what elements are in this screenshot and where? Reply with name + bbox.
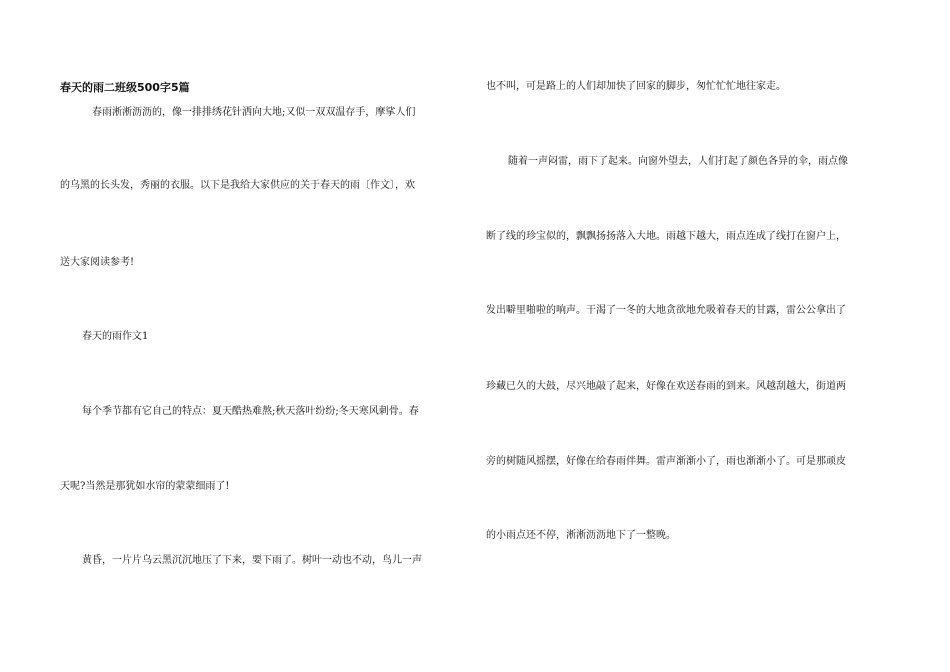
right-line-6: 旁的树随风摇摆，好像在给春雨伴舞。雷声渐渐小了，雨也渐渐小了。可是那顽皮 — [486, 456, 846, 467]
left-line-6: 天呢?当然是那犹如水帘的蒙蒙细雨了! — [60, 481, 230, 492]
right-line-4: 发出噼里啪啦的响声。干渴了一冬的大地贪欲地允吸着春天的甘露，雷公公拿出了 — [486, 305, 846, 316]
right-line-5: 珍藏已久的大鼓，尽兴地敲了起来，好像在欢送春雨的到来。风越刮越大，街道两 — [486, 381, 846, 392]
document-title: 春天的雨二班级500字5篇 — [60, 81, 190, 94]
right-line-2: 随着一声闷雷，雨下了起来。向窗外望去，人们打起了颜色各异的伞，雨点像 — [508, 156, 848, 167]
left-line-2: 的乌黑的长头发，秀丽的衣服。以下是我给大家供应的关于春天的雨〔作文〕，欢 — [60, 180, 415, 191]
left-line-3: 送大家阅读参考! — [60, 257, 135, 268]
left-line-7: 黄昏，一片片乌云黑沉沉地压了下来，要下雨了。树叶一动也不动，鸟儿一声 — [82, 555, 422, 566]
left-line-5: 每个季节都有它自己的特点：夏天酷热难熬;秋天落叶纷纷;冬天寒风刺骨。春 — [82, 406, 419, 417]
right-line-1: 也不叫，可是路上的人们却加快了回家的脚步，匆忙忙忙地往家走。 — [486, 81, 786, 92]
right-line-7: 的小雨点还不停，淅淅沥沥地下了一整晚。 — [486, 530, 676, 541]
right-line-3: 断了线的珍宝似的，飘飘扬扬落入大地。雨越下越大，雨点连成了线打在窗户上， — [486, 231, 846, 242]
left-line-4: 春天的雨作文1 — [82, 331, 149, 342]
left-line-1: 春雨淅淅沥沥的，像一排排绣花针洒向大地;又似一双双温存手，摩挲人们 — [92, 107, 416, 118]
